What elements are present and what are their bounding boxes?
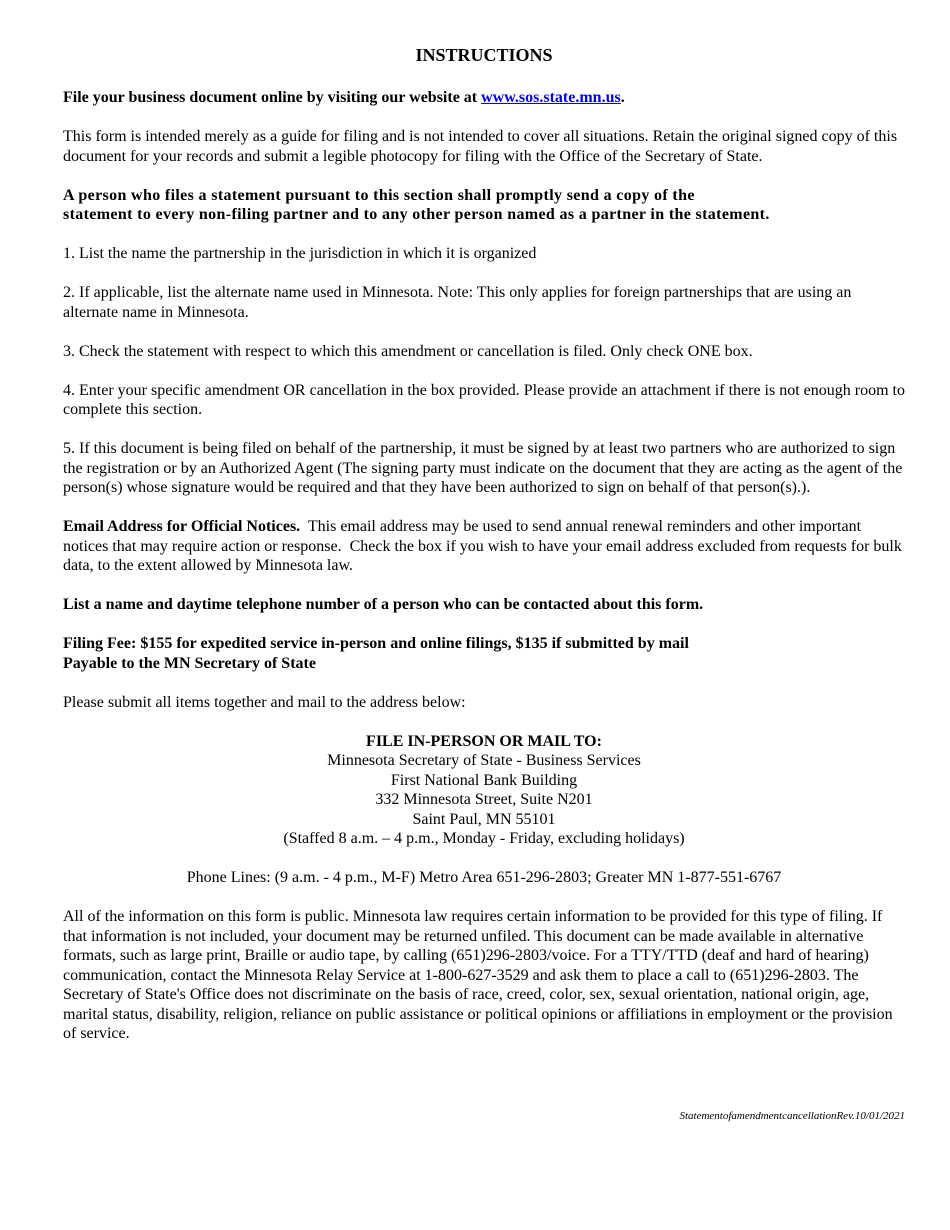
contact-notice: List a name and daytime telephone number of a person who can be contacted about this form. <box>63 596 704 613</box>
page-title: INSTRUCTIONS <box>415 45 553 65</box>
step-4: 4. Enter your specific amendment OR cancellation in the box provided. Please provide an attachment if there is not enough room to complete this section. <box>63 381 905 418</box>
form-revision-footer: StatementofamendmentcancellationRev.10/01/2021 <box>679 1110 905 1122</box>
step-2: 2. If applicable, list the alternate name used in Minnesota. Note: This only applies for foreign partnerships that are using an alternate name in Minnesota. <box>63 284 852 321</box>
email-notice-label: Email Address for Official Notices. <box>63 518 301 535</box>
website-link[interactable]: www.sos.state.mn.us <box>481 89 621 106</box>
filing-fee-line-1: Filing Fee: $155 for expedited service in-person and online filings, $135 if submitted by mail <box>63 635 689 652</box>
public-information-notice: All of the information on this form is public. Minnesota law requires certain information to be provided for this type of filing. If that information is not included, your document may be returned unfiled. This document can be made available in alternative formats, such as large print, Braille or audio tape, by calling (651)296-2803/voice. For a TTY/TTD (deaf and hard of hearing) communication, contact the Minnesota Relay Service at 1-800-627-3529 and ask them to place a call to (651)296-2803. The Secretary of State's Office does not discriminate on the basis of race, creed, color, sex, sexual orientation, national origin, age, marital status, disability, religion, reliance on public assistance or political opinions or affiliations in employment or the provision of service. <box>63 908 893 1042</box>
online-filing-suffix: . <box>620 89 625 106</box>
office-hours: (Staffed 8 a.m. – 4 p.m., Monday - Friday, excluding holidays) <box>283 830 685 847</box>
instructions-content <box>63 44 905 1063</box>
partner-notice-line-1: A person who files a statement pursuant to this section shall promptly send a copy of the <box>63 186 695 204</box>
partner-notice-line-2: statement to every non-filing partner and to any other person named as a partner in the statement. <box>63 206 770 223</box>
step-5: 5. If this document is being filed on behalf of the partnership, it must be signed by at least two partners who are authorized to sign the registration or by an Authorized Agent (The signing party must indicate on the document that they are acting as the agent of the person(s) whose signature would be required and that they have been authorized to sign on behalf of that person(s).). <box>63 440 903 496</box>
online-filing-prefix: File your business document online by visiting our website at <box>63 89 482 106</box>
filing-fee-line-2: Payable to the MN Secretary of State <box>63 654 316 672</box>
email-notice <box>63 517 905 576</box>
email-notice-text: This email address may be used to send annual renewal reminders and other important notices that may require action or response. Check the box if you wish to have your email address excluded from requests for bulk data, to the extent allowed by Minnesota law. <box>63 518 906 574</box>
phone-lines: Phone Lines: (9 a.m. - 4 p.m., M-F) Metro Area 651-296-2803; Greater MN 1-877-551-6767 <box>186 869 782 886</box>
intro-paragraph: This form is intended merely as a guide for filing and is not intended to cover all situations. Retain the original signed copy of this document for your records and submit a legible photocopy for filing with the Office of the Secretary of State. <box>63 128 898 165</box>
address-line: Minnesota Secretary of State - Business Services <box>327 752 641 769</box>
partner-notice <box>63 186 905 225</box>
address-line: Saint Paul, MN 55101 <box>412 810 556 828</box>
step-3: 3. Check the statement with respect to which this amendment or cancellation is filed. Only check ONE box. <box>63 342 753 360</box>
address-line: 332 Minnesota Street, Suite N201 <box>375 791 593 808</box>
step-1: 1. List the name the partnership in the jurisdiction in which it is organized <box>63 245 537 262</box>
submit-instructions: Please submit all items together and mail to the address below: <box>63 693 466 711</box>
address-heading: FILE IN-PERSON OR MAIL TO: <box>366 732 602 750</box>
online-filing-notice <box>63 88 905 108</box>
address-line: First National Bank Building <box>390 771 578 789</box>
mailing-address <box>63 732 905 849</box>
filing-fee <box>63 634 905 673</box>
